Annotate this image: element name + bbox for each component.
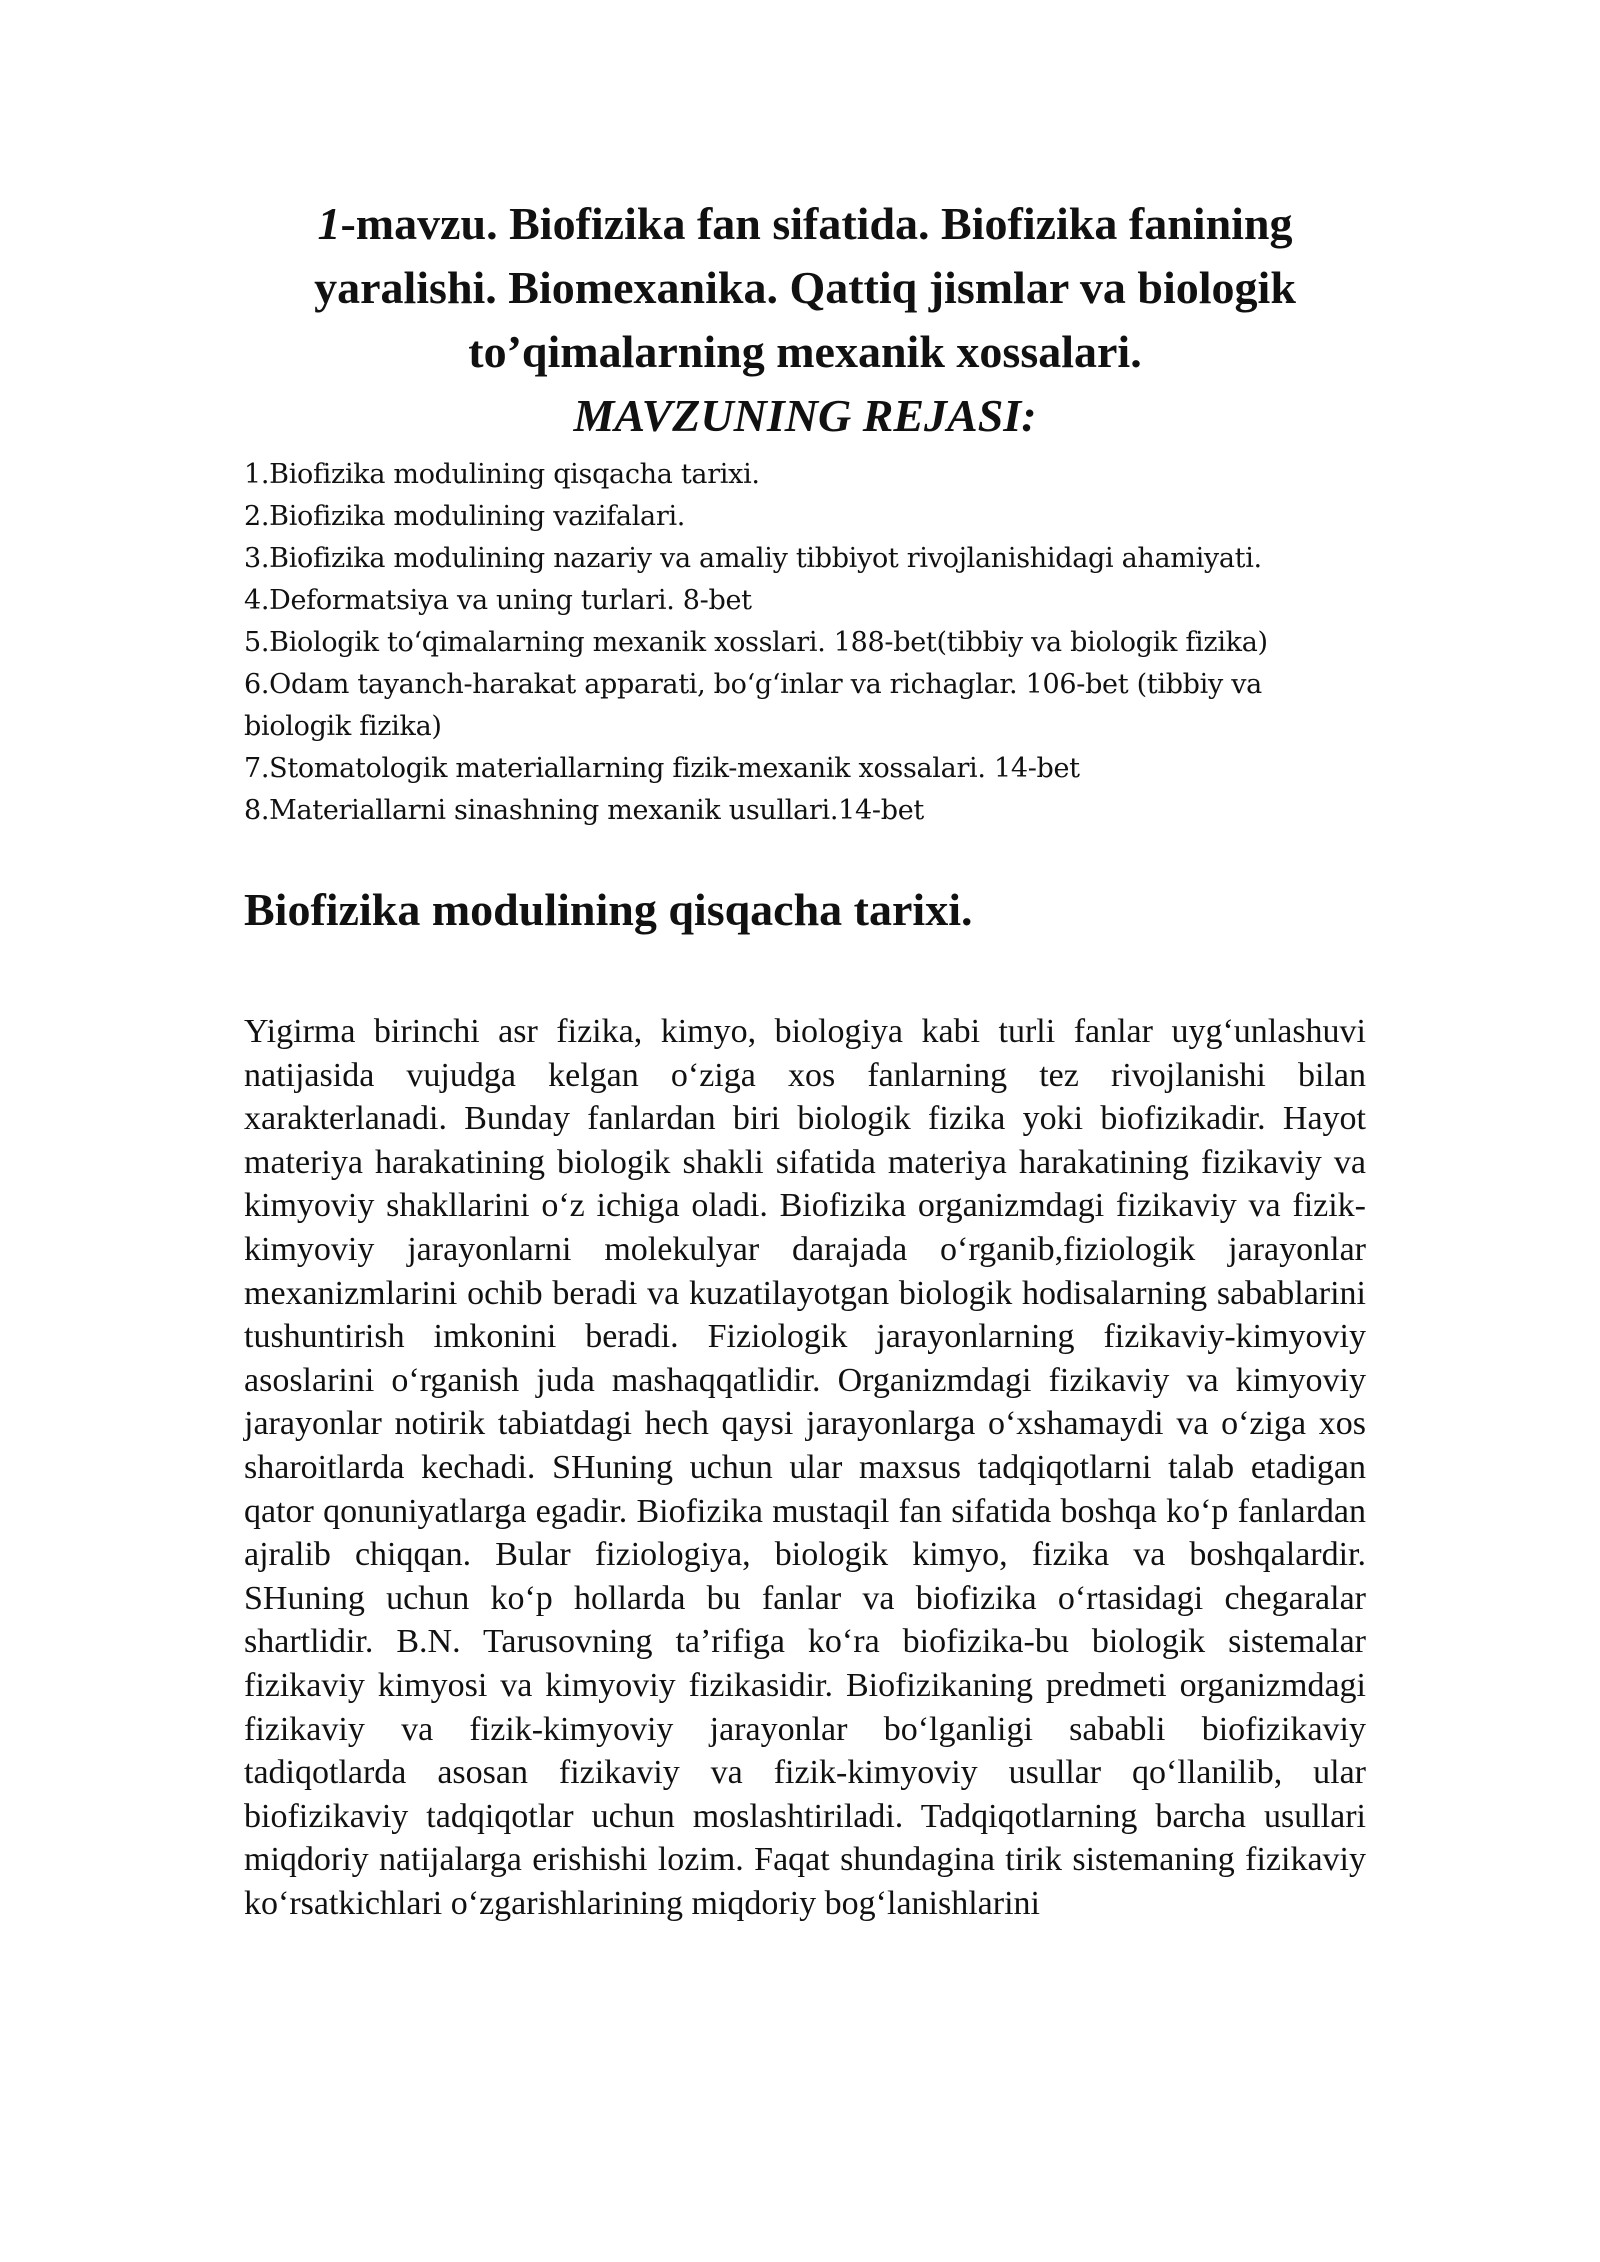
- document-title: [244, 192, 1366, 384]
- plan-item: 6.Odam tayanch-harakat apparati, bo‘g‘inlar va richaglar. 106-bet (tibbiy va biologik fizika): [244, 669, 1262, 742]
- title-text: -mavzu. Biofizika fan sifatida. Biofizika fanining yaralishi. Biomexanika. Qattiq jismlar va biologik to’qimalarning mexanik xossalari.: [314, 198, 1296, 377]
- section-heading: Biofizika modulining qisqacha tarixi.: [244, 884, 973, 935]
- plan-item: 8.Materiallarni sinashning mexanik usullari.14-bet: [244, 795, 924, 826]
- plan-item: 1.Biofizika modulining qisqacha tarixi.: [244, 459, 760, 490]
- plan-item: 3.Biofizika modulining nazariy va amaliy tibbiyot rivojlanishidagi ahamiyati.: [244, 543, 1262, 574]
- plan-item: 7.Stomatologik materiallarning fizik-mexanik xossalari. 14-bet: [244, 753, 1080, 784]
- plan-item: 4.Deformatsiya va uning turlari. 8-bet: [244, 585, 752, 616]
- plan-list: [244, 454, 1366, 832]
- plan-item: 2.Biofizika modulining vazifalari.: [244, 501, 686, 532]
- body-paragraph: Yigirma birinchi asr fizika, kimyo, biologiya kabi turli fanlar uyg‘unlashuvi natijasida vujudga kelgan o‘ziga xos fanlarning tez rivojlanishi bilan xarakterlanadi. Bunday fanlardan biri biologik fizika yoki biofizikadir. Hayot materiya harakatining biologik shakli sifatida materiya harakatining fizikaviy va kimyoviy shakllarini o‘z ichiga oladi. Biofizika organizmdagi fizikaviy va fizik-kimyoviy jarayonlarni molekulyar darajada o‘rganib,fiziologik jarayonlar mexanizmlarini ochib beradi va kuzatilayotgan biologik hodisalarning sabablarini tushuntirish imkonini beradi. Fiziologik jarayonlarning fizikaviy-kimyoviy asoslarini o‘rganish juda mashaqqatlidir. Organizmdagi fizikaviy va kimyoviy jarayonlar notirik tabiatdagi hech qaysi jarayonlarga o‘xshamaydi va o‘ziga xos sharoitlarda kechadi. SHuning uchun ular maxsus tadqiqotlarni talab etadigan qator qonuniyatlarga egadir. Biofizika mustaqil fan sifatida boshqa ko‘p fanlardan ajralib chiqqan. Bular fiziologiya, biologik kimyo, fizika va boshqalardir. SHuning uchun ko‘p hollarda bu fanlar va biofizika o‘rtasidagi chegaralar shartlidir. B.N. Tarusovning ta’rifiga ko‘ra biofizika-bu biologik sistemalar fizikaviy kimyosi va kimyoviy fizikasidir. Biofizikaning predmeti organizmdagi fizikaviy va fizik-kimyoviy jarayonlar bo‘lganligi sababli biofizikaviy tadiqotlarda asosan fizikaviy va fizik-kimyoviy usullar qo‘llanilib, ular biofizikaviy tadqiqotlar uchun moslashtiriladi. Tadqiqotlarning barcha usullari miqdoriy natijalarga erishishi lozim. Faqat shundagina tirik sistemaning fizikaviy ko‘rsatkichlari o‘zgarishlarining miqdoriy bog‘lanishlarini: [244, 1013, 1366, 1922]
- plan-heading: MAVZUNING REJASI:: [573, 390, 1037, 441]
- title-number: 1: [317, 198, 341, 249]
- plan-item: 5.Biologik to‘qimalarning mexanik xosslari. 188-bet(tibbiy va biologik fizika): [244, 627, 1268, 658]
- document-page: [244, 192, 1366, 1925]
